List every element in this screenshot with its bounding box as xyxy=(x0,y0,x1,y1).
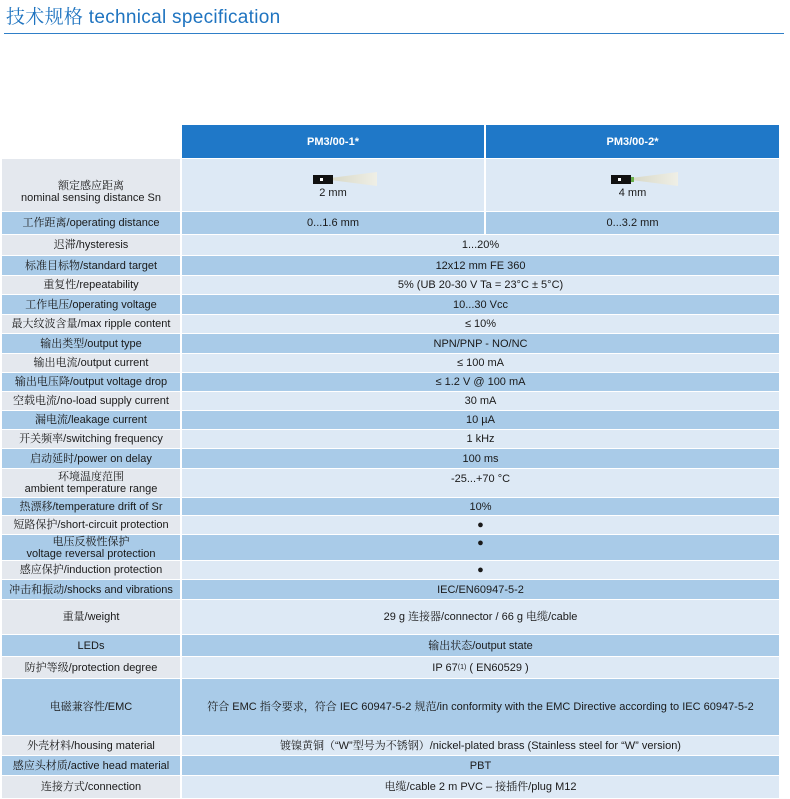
spec-value: 10...30 Vcc xyxy=(182,295,779,314)
spec-label: 连接方式/connection xyxy=(2,776,180,798)
spec-label-en: ambient temperature range xyxy=(24,483,158,495)
spec-row xyxy=(0,276,790,295)
spec-row-housing xyxy=(0,736,790,756)
spec-row-shocks xyxy=(0,580,790,600)
spec-label: 输出电压降/output voltage drop xyxy=(2,373,180,391)
spec-row-weight xyxy=(0,600,790,635)
spec-row-connection xyxy=(0,776,790,799)
spec-row-sensing-distance xyxy=(0,159,790,212)
spec-value: 电缆/cable 2 m PVC – 接插件/plug M12 xyxy=(182,776,779,798)
spec-label: 启动延时/power on delay xyxy=(2,449,180,468)
spec-value: 输出状态/output state xyxy=(182,635,779,656)
spec-label-cn: 电压反极性保护 xyxy=(52,535,130,548)
spec-label: 漏电流/leakage current xyxy=(2,411,180,429)
spec-label xyxy=(2,535,180,560)
protection-standard: ( EN60529 ) xyxy=(466,661,529,674)
spec-value: -25...+70 °C xyxy=(182,469,779,497)
spec-row xyxy=(0,334,790,354)
spec-row xyxy=(0,256,790,276)
spec-row-operating-distance xyxy=(0,212,790,235)
spec-value: ≤ 10% xyxy=(182,315,779,333)
spec-label: 开关频率/switching frequency xyxy=(2,430,180,448)
spec-label: 重复性/repeatability xyxy=(2,276,180,294)
spec-label xyxy=(2,469,180,497)
spec-value: NPN/PNP - NO/NC xyxy=(182,334,779,353)
spec-label: 外壳材料/housing material xyxy=(2,736,180,755)
spec-label: 冲击和振动/shocks and vibrations xyxy=(2,580,180,599)
spec-row xyxy=(0,392,790,411)
spec-value: 1 kHz xyxy=(182,430,779,448)
spec-label: 热漂移/temperature drift of Sr xyxy=(2,498,180,515)
page-title: 技术规格 technical specification xyxy=(6,7,281,28)
spec-label: 工作距离/operating distance xyxy=(2,212,180,234)
spec-label: 工作电压/operating voltage xyxy=(2,295,180,314)
spec-label-en: nominal sensing distance Sn xyxy=(20,192,162,204)
spec-row xyxy=(0,354,790,373)
spec-label: 感应头材质/active head material xyxy=(2,756,180,775)
sensing-distance-1: 2 mm xyxy=(319,187,347,199)
spec-value xyxy=(182,657,779,678)
spec-label: LEDs xyxy=(2,635,180,656)
spec-row xyxy=(0,295,790,315)
spec-row xyxy=(0,430,790,449)
spec-row xyxy=(0,373,790,392)
spec-row xyxy=(0,449,790,469)
spec-value: 100 ms xyxy=(182,449,779,468)
title-divider xyxy=(4,33,784,34)
spec-label: 输出电流/output current xyxy=(2,354,180,372)
spec-row-voltage-reversal xyxy=(0,535,790,561)
spec-value: ● xyxy=(182,516,779,534)
sensor-image-2 xyxy=(611,171,678,187)
spec-label xyxy=(2,159,180,211)
spec-row xyxy=(0,411,790,430)
spec-value: ≤ 1.2 V @ 100 mA xyxy=(182,373,779,391)
spec-label: 电磁兼容性/EMC xyxy=(2,679,180,735)
sensing-distance-2: 4 mm xyxy=(618,187,647,199)
model-2-cell xyxy=(486,159,779,211)
spec-label: 短路保护/short-circuit protection xyxy=(2,516,180,534)
spec-label: 感应保护/induction protection xyxy=(2,561,180,579)
spec-row-temperature-drift xyxy=(0,498,790,516)
spec-label-en: voltage reversal protection xyxy=(26,547,156,560)
operating-distance-1: 0...1.6 mm xyxy=(307,217,359,229)
protection-rating: IP 67 xyxy=(432,661,458,674)
spec-value: 5% (UB 20-30 V Ta = 23°C ± 5°C) xyxy=(182,276,779,294)
spec-row xyxy=(0,315,790,334)
footnote-marker: (1) xyxy=(457,663,467,671)
spec-label: 重量/weight xyxy=(2,600,180,634)
spec-value: IEC/EN60947-5-2 xyxy=(182,580,779,599)
spec-value: 10% xyxy=(182,498,779,515)
spec-row-emc xyxy=(0,679,790,736)
spec-value: 12x12 mm FE 360 xyxy=(182,256,779,275)
spec-value: 29 g 连接器/connector / 66 g 电缆/cable xyxy=(182,600,779,634)
operating-distance-2: 0...3.2 mm xyxy=(606,217,659,229)
spec-label: 空载电流/no-load supply current xyxy=(2,392,180,410)
sensor-image-1 xyxy=(313,171,377,187)
spec-row-short-circuit xyxy=(0,516,790,535)
spec-label: 标准目标物/standard target xyxy=(2,256,180,275)
spec-value xyxy=(182,159,779,211)
spec-label: 迟滞/hysteresis xyxy=(2,235,180,255)
spec-label-cn: 环境温度范围 xyxy=(58,471,124,483)
spec-value: 30 mA xyxy=(182,392,779,410)
spec-value: ≤ 100 mA xyxy=(182,354,779,372)
spec-label: 输出类型/output type xyxy=(2,334,180,353)
spec-row-protection xyxy=(0,657,790,679)
spec-value: 镀镍黄铜（“W”型号为不锈钢）/nickel-plated brass (Stainless steel for “W” version) xyxy=(182,736,779,755)
spec-row-ambient-temperature xyxy=(0,469,790,498)
model-header-2: PM3/00-2* xyxy=(486,125,779,158)
model-1-cell xyxy=(182,159,484,211)
spec-value: ● xyxy=(182,535,779,560)
spec-value: ● xyxy=(182,561,779,579)
spec-label-cn: 额定感应距离 xyxy=(58,180,124,192)
model-header-1: PM3/00-1* xyxy=(182,125,484,158)
spec-value xyxy=(182,212,779,234)
spec-value: 10 µA xyxy=(182,411,779,429)
spec-label: 最大纹波含量/max ripple content xyxy=(2,315,180,333)
spec-row xyxy=(0,235,790,256)
spec-label: 防护等级/protection degree xyxy=(2,657,180,678)
spec-value: PBT xyxy=(182,756,779,775)
spec-row-induction xyxy=(0,561,790,580)
spec-value: 1...20% xyxy=(182,235,779,255)
spec-row-leds xyxy=(0,635,790,657)
spec-row-head-material xyxy=(0,756,790,776)
spec-value: 符合 EMC 指令要求，符合 IEC 60947-5-2 规范/in conformity with the EMC Directive according to IEC 60947-5-2 xyxy=(182,679,779,735)
